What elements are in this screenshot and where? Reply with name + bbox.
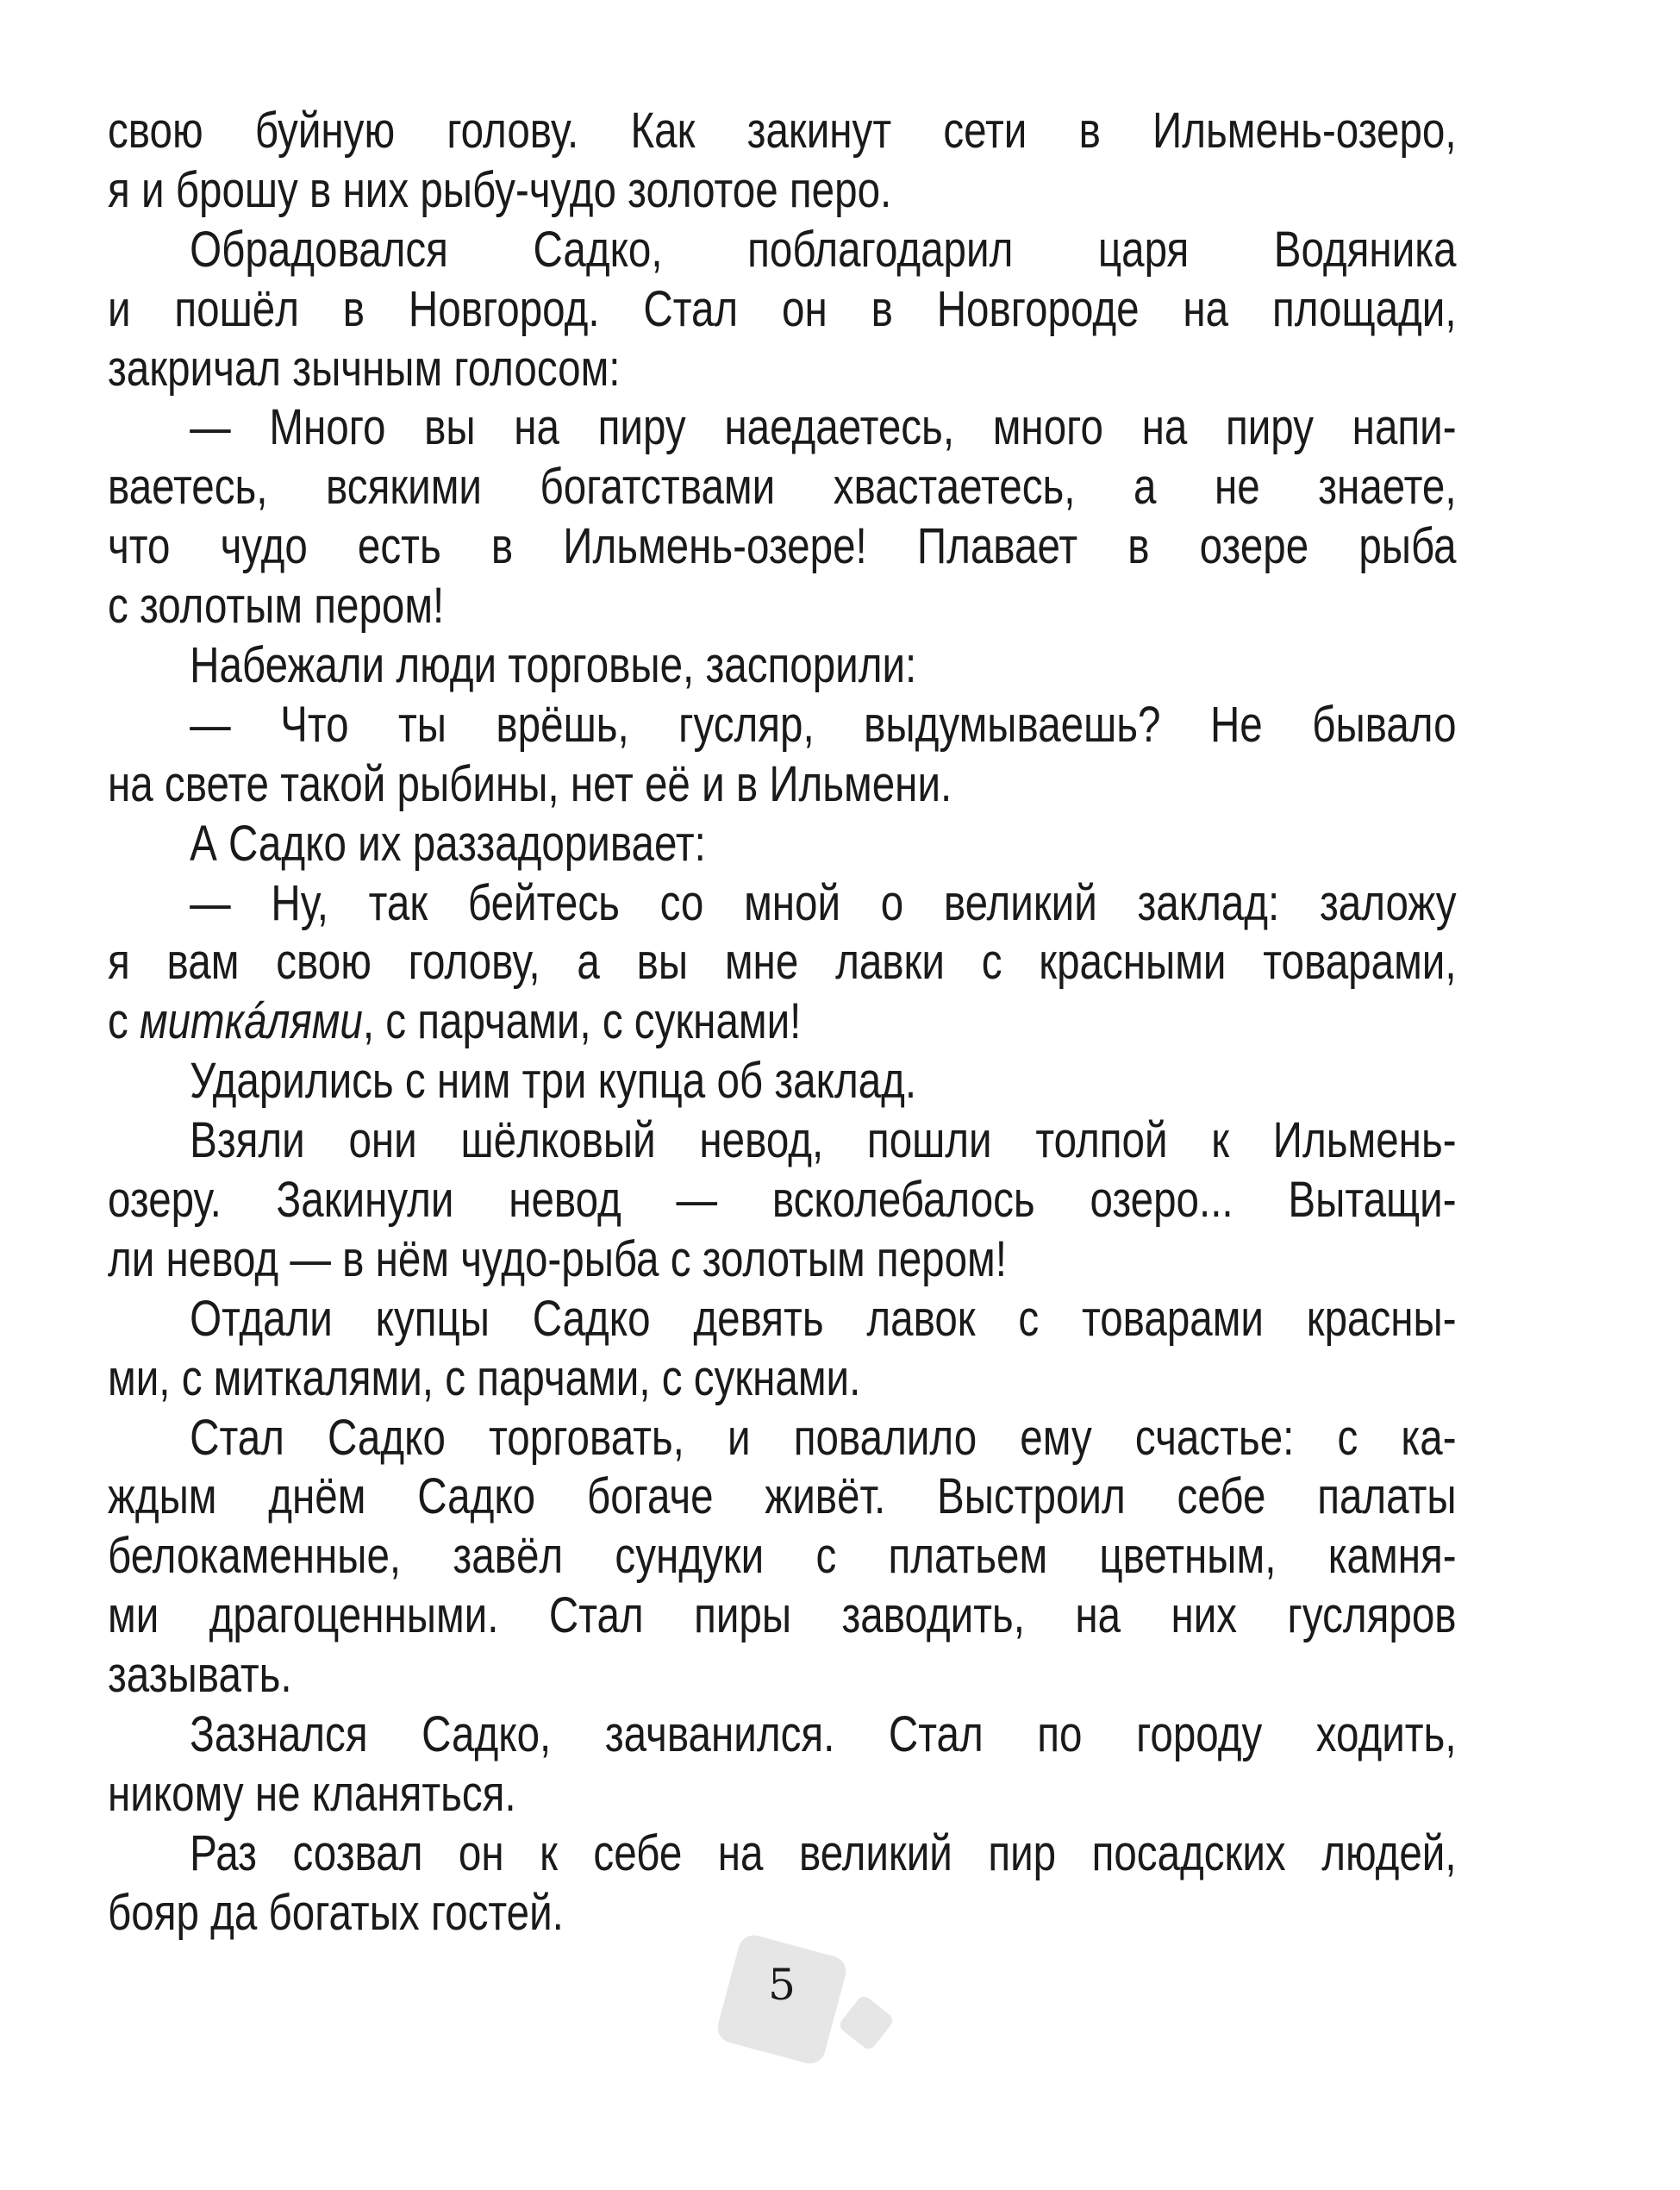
text-line: бояр да богатых гостей.: [108, 1884, 564, 1941]
text-line: Набежали люди торговые, заспорили:: [190, 637, 917, 694]
text-line: — Ну, так бейтесь со мной о великий заклад: заложу: [190, 874, 1457, 931]
text-line: ждым днём Садко богаче живёт. Выстроил себе палаты: [108, 1468, 1457, 1525]
text-line: я вам свою голову, а вы мне лавки с красными товарами,: [108, 934, 1457, 991]
text-line: Взяли они шёлковый невод, пошли толпой к Ильмень-: [190, 1112, 1457, 1169]
text-line: ли невод — в нём чудо-рыба с золотым пером!: [108, 1230, 1007, 1287]
text-line: ваетесь, всякими богатствами хвастаетесь, а не знаете,: [108, 459, 1457, 516]
text-line: А Садко их раззадоривает:: [190, 815, 706, 872]
italic-term: миткáлями: [140, 993, 363, 1050]
text-line: что чудо есть в Ильмень-озере! Плавает в озере рыба: [108, 518, 1457, 575]
page-number: 5: [768, 1960, 796, 2010]
text-line: на свете такой рыбины, нет её и в Ильмени.: [108, 755, 952, 812]
text-line: ми драгоценными. Стал пиры заводить, на них гусляров: [108, 1587, 1457, 1644]
text-line: никому не кланяться.: [108, 1765, 516, 1822]
text-line: — Много вы на пиру наедаетесь, много на пиру напи-: [190, 399, 1457, 456]
text-line: Ударились с ним три купца об заклад.: [190, 1053, 917, 1110]
text-line: озеру. Закинули невод — всколебалось озеро... Вытащи-: [108, 1172, 1457, 1229]
text-line: свою буйную голову. Как закинут сети в Ильмень-озеро,: [108, 103, 1457, 159]
text-segment: , с парчами, с сукнами!: [362, 993, 802, 1050]
text-line: Зазнался Садко, зачванился. Стал по городу ходить,: [190, 1706, 1457, 1763]
text-line: я и брошу в них рыбу-чудо золотое перо.: [108, 161, 892, 218]
text-line: ми, с миткалями, с парчами, с сукнами.: [108, 1349, 861, 1406]
text-line: Стал Садко торговать, и повалило ему счастье: с ка-: [190, 1409, 1457, 1466]
text-line: — Что ты врёшь, гусляр, выдумываешь? Не бывало: [190, 696, 1457, 753]
text-line: Обрадовался Садко, поблагодарил царя Водяника: [190, 221, 1457, 278]
text-line: с золотым пером!: [108, 578, 445, 635]
text-line: закричал зычным голосом:: [108, 340, 621, 397]
text-line: белокаменные, завёл сундуки с платьем цветным, камня-: [108, 1528, 1457, 1585]
text-line: зазывать.: [108, 1647, 292, 1704]
text-segment: с: [108, 993, 141, 1050]
decorative-tile: [837, 1993, 895, 2051]
body-text: [108, 102, 1457, 1943]
text-line: Отдали купцы Садко девять лавок с товарами красны-: [190, 1290, 1457, 1347]
text-line: Раз созвал он к себе на великий пир посадских людей,: [190, 1824, 1457, 1881]
text-line: и пошёл в Новгород. Стал он в Новгороде на площади,: [108, 280, 1457, 337]
text-line: [108, 992, 1457, 1052]
